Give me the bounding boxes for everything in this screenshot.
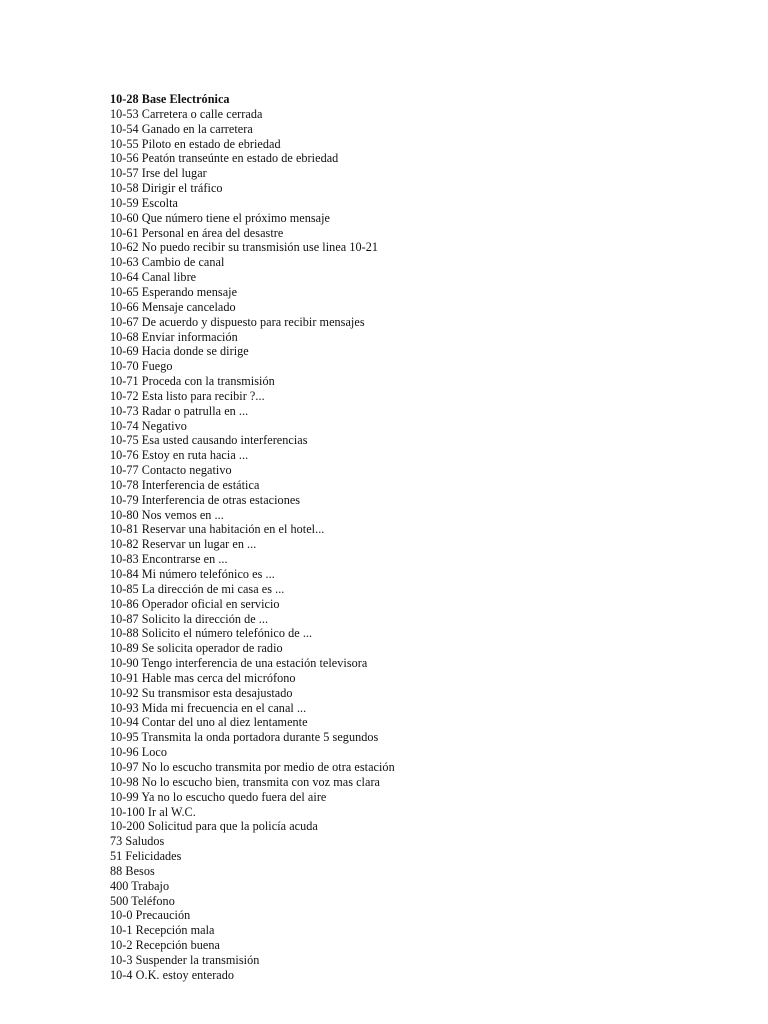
code-line: 10-200 Solicitud para que la policía acuda xyxy=(110,819,318,834)
code-line: 10-65 Esperando mensaje xyxy=(110,284,238,299)
code-line: 10-99 Ya no lo escucho quedo fuera del aire xyxy=(110,789,327,804)
code-line: 10-71 Proceda con la transmisión xyxy=(110,374,275,389)
code-line: 10-64 Canal libre xyxy=(110,270,197,285)
code-line: 10-55 Piloto en estado de ebriedad xyxy=(110,136,281,151)
code-line: 10-54 Ganado en la carretera xyxy=(110,121,253,136)
code-line: 10-79 Interferencia de otras estaciones xyxy=(110,492,301,507)
code-line: 10-61 Personal en área del desastre xyxy=(110,225,284,240)
code-line: 10-53 Carretera o calle cerrada xyxy=(110,106,263,121)
code-line: 10-98 No lo escucho bien, transmita con voz mas clara xyxy=(110,774,381,789)
code-line: 10-92 Su transmisor esta desajustado xyxy=(110,685,293,700)
code-line: 10-59 Escolta xyxy=(110,195,179,210)
code-line: 10-85 La dirección de mi casa es ... xyxy=(110,581,285,596)
code-line: 10-68 Enviar información xyxy=(110,329,238,344)
document-heading: 10-28 Base Electrónica xyxy=(110,92,230,106)
code-line: 10-73 Radar o patrulla en ... xyxy=(110,403,249,418)
code-line: 10-72 Esta listo para recibir ?... xyxy=(110,388,265,403)
code-line: 10-74 Negativo xyxy=(110,418,187,433)
code-line: 10-97 No lo escucho transmita por medio de otra estación xyxy=(110,759,395,774)
code-line: 10-91 Hable mas cerca del micrófono xyxy=(110,670,296,685)
code-line: 10-82 Reservar un lugar en ... xyxy=(110,537,257,552)
code-line: 10-70 Fuego xyxy=(110,359,173,374)
code-line: 10-60 Que número tiene el próximo mensaje xyxy=(110,210,331,225)
code-line: 10-56 Peatón transeúnte en estado de ebriedad xyxy=(110,151,339,166)
code-line: 10-67 De acuerdo y dispuesto para recibir mensajes xyxy=(110,314,365,329)
code-line: 10-94 Contar del uno al diez lentamente xyxy=(110,715,308,730)
code-line: 400 Trabajo xyxy=(110,878,170,893)
code-line: 10-78 Interferencia de estática xyxy=(110,477,260,492)
code-line: 10-76 Estoy en ruta hacia ... xyxy=(110,448,249,463)
code-line: 10-57 Irse del lugar xyxy=(110,166,207,181)
code-line: 10-2 Recepción buena xyxy=(110,938,220,953)
code-line: 10-95 Transmita la onda portadora durante 5 segundos xyxy=(110,730,379,745)
code-line: 10-69 Hacia donde se dirige xyxy=(110,344,249,359)
code-line: 10-80 Nos vemos en ... xyxy=(110,507,224,522)
document-page xyxy=(110,92,730,983)
code-line: 10-58 Dirigir el tráfico xyxy=(110,181,223,196)
code-line: 51 Felicidades xyxy=(110,849,182,864)
code-line: 10-93 Mida mi frecuencia en el canal ... xyxy=(110,700,307,715)
code-line: 10-81 Reservar una habitación en el hotel... xyxy=(110,522,325,537)
code-line: 10-83 Encontrarse en ... xyxy=(110,552,228,567)
code-line: 10-96 Loco xyxy=(110,745,168,760)
code-line: 10-100 Ir al W.C. xyxy=(110,804,196,819)
code-line: 10-0 Precaución xyxy=(110,908,191,923)
code-line: 10-86 Operador oficial en servicio xyxy=(110,596,280,611)
code-line: 10-90 Tengo interferencia de una estación televisora xyxy=(110,656,368,671)
code-line: 73 Saludos xyxy=(110,834,165,849)
code-list xyxy=(110,107,730,983)
code-line: 10-88 Solicito el número telefónico de ... xyxy=(110,626,313,641)
code-line: 10-1 Recepción mala xyxy=(110,923,215,938)
code-line: 10-75 Esa usted causando interferencias xyxy=(110,433,308,448)
code-line: 10-84 Mi número telefónico es ... xyxy=(110,567,275,581)
code-line: 10-89 Se solicita operador de radio xyxy=(110,641,283,656)
code-line: 10-62 No puedo recibir su transmisión use linea 10-21 xyxy=(110,240,379,255)
code-line: 10-87 Solicito la dirección de ... xyxy=(110,611,269,626)
code-line: 500 Teléfono xyxy=(110,893,175,908)
code-line: 10-66 Mensaje cancelado xyxy=(110,299,236,314)
code-line: 88 Besos xyxy=(110,863,155,878)
code-line: 10-3 Suspender la transmisión xyxy=(110,952,260,967)
code-line: 10-4 O.K. estoy enterado xyxy=(110,967,235,982)
code-line: 10-77 Contacto negativo xyxy=(110,463,232,478)
code-line: 10-63 Cambio de canal xyxy=(110,255,225,270)
